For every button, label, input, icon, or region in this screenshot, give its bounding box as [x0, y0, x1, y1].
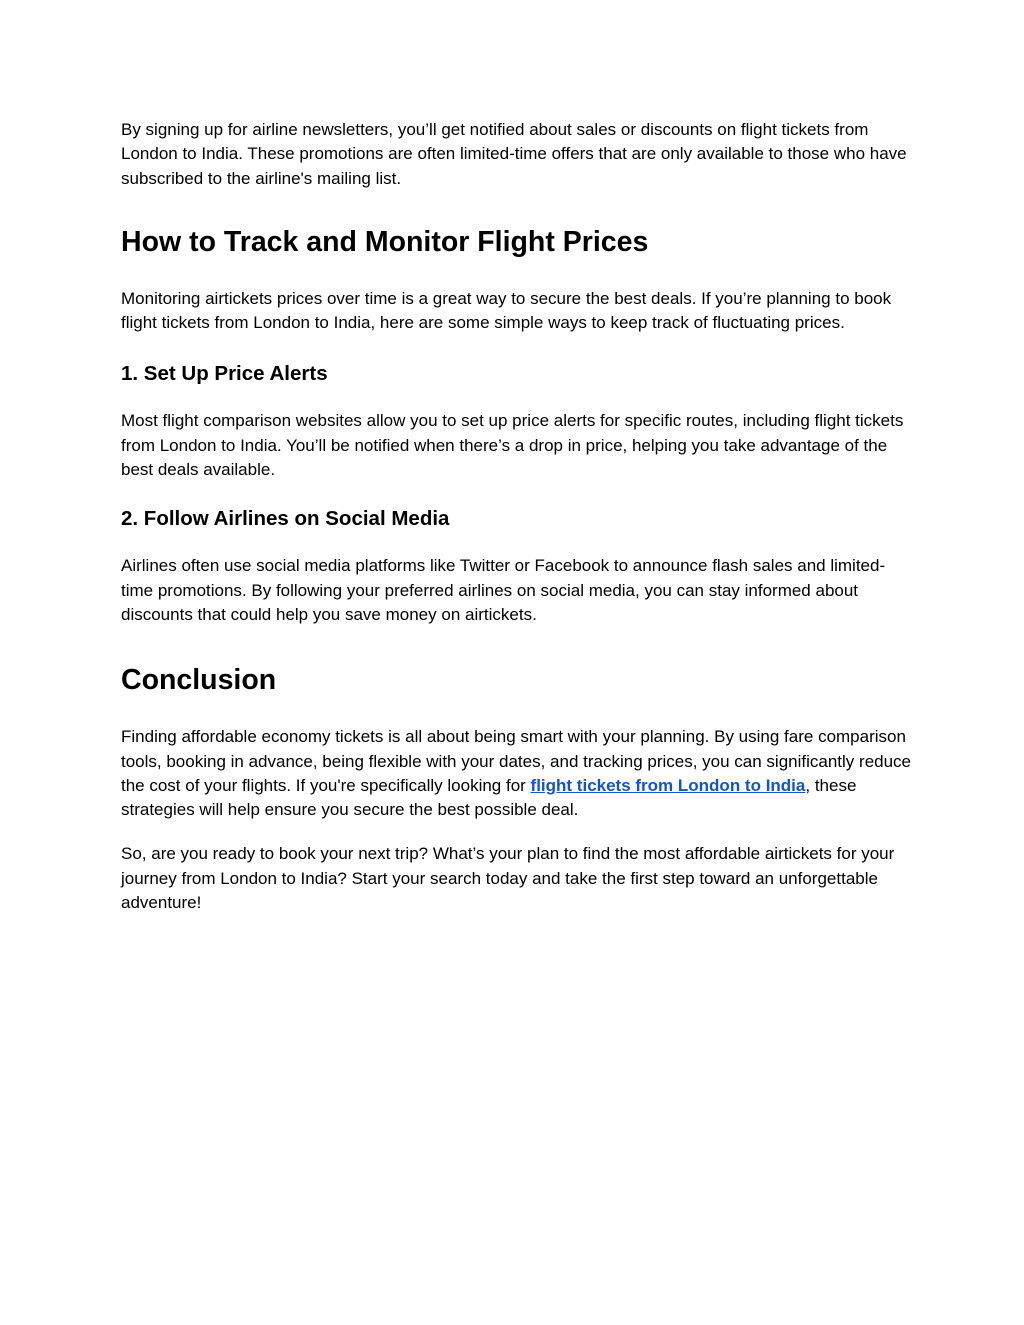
final-paragraph: So, are you ready to book your next trip? What’s your plan to find the most affordable airtickets for your journey from London to India? Start your search today and take the first step toward an unforgettable adventure!: [121, 844, 895, 913]
social-media-heading: 2. Follow Airlines on Social Media: [121, 507, 450, 531]
flight-tickets-link[interactable]: flight tickets from London to India: [530, 775, 806, 795]
price-alerts-paragraph: Most flight comparison websites allow you to set up price alerts for specific routes, including flight tickets from London to India. You’ll be notified when there’s a drop in price, helping you take advantage of the best deals available.: [121, 411, 904, 480]
conclusion-heading: Conclusion: [121, 664, 277, 697]
social-media-paragraph: Airlines often use social media platforms like Twitter or Facebook to announce flash sales and limited-time promotions. By following your preferred airlines on social media, you can stay informed about discounts that could help you save money on airtickets.: [121, 556, 886, 624]
document-body: [121, 118, 911, 915]
conclusion-text-after-link: , these strategies will help ensure you secure the best possible deal.: [121, 775, 857, 820]
conclusion-text-before-link: Finding affordable economy tickets is all about being smart with your planning. By using fare comparison tools, booking in advance, being flexible with your dates, and tracking prices, you can significantly reduce the cost of your flights. If you're specifically looking for: [121, 727, 912, 795]
price-alerts-heading: 1. Set Up Price Alerts: [121, 362, 328, 386]
conclusion-paragraph: [121, 725, 911, 822]
intro-paragraph: By signing up for airline newsletters, you’ll get notified about sales or discounts on flight tickets from London to India. These promotions are often limited-time offers that are only available to those who have subscribed to the airline's mailing list.: [121, 120, 907, 188]
track-prices-paragraph: Monitoring airtickets prices over time is a great way to secure the best deals. If you’re planning to book flight tickets from London to India, here are some simple ways to keep track of fluctuating prices.: [121, 288, 892, 333]
track-prices-heading: How to Track and Monitor Flight Prices: [121, 225, 649, 258]
